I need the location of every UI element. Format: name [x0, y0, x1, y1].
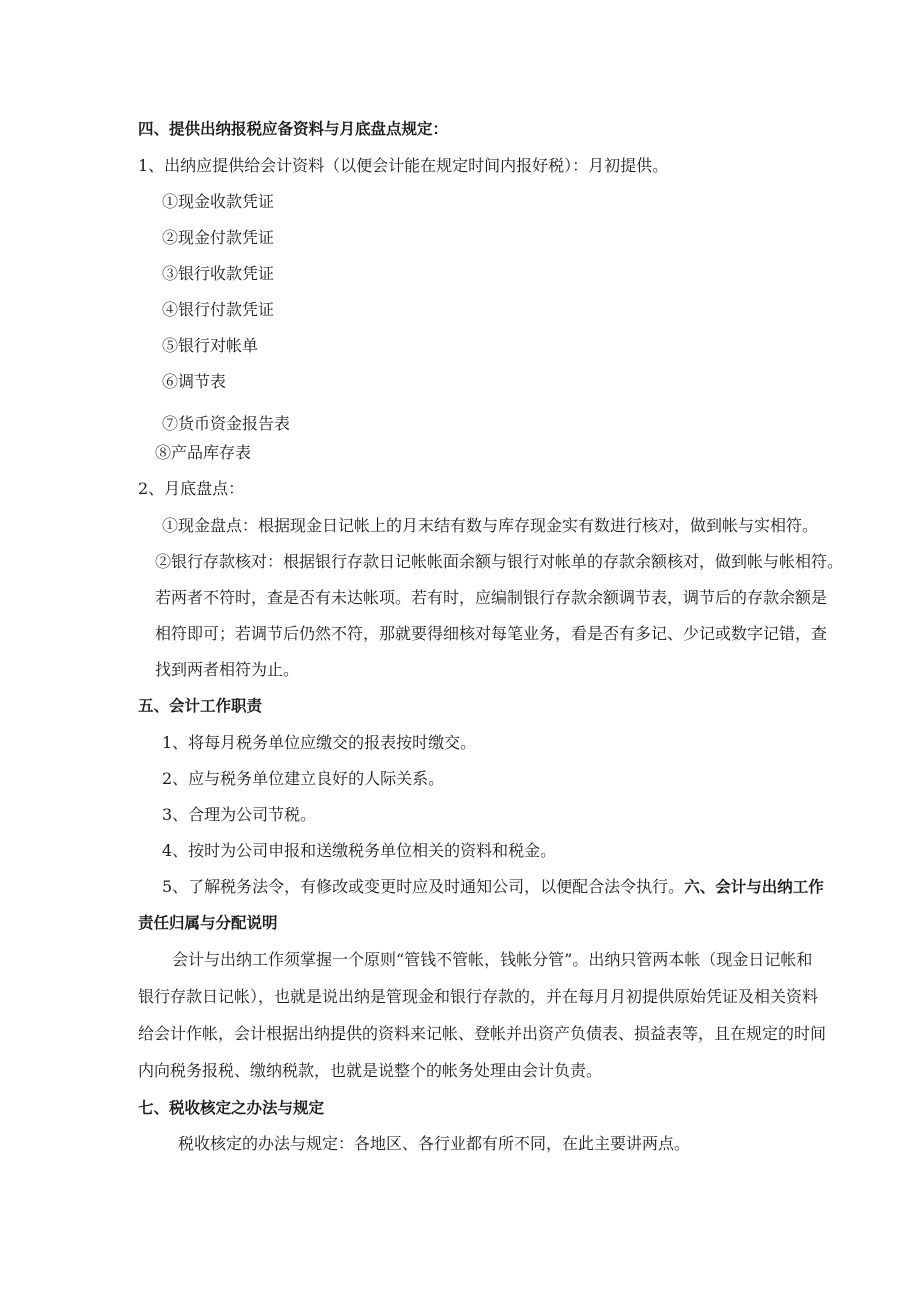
section-6-para-line: 会计与出纳工作须掌握一个原则“管钱不管帐，钱帐分管”。出纳只管两本帐（现金日记帐和 — [172, 950, 813, 969]
section-4-item-1-intro: 1、出纳应提供给会计资料（以便会计能在规定时间内报好税）：月初提供。 — [138, 156, 669, 175]
material-item: ⑧产品库存表 — [155, 443, 252, 462]
bank-check-line: 找到两者相符为止。 — [155, 660, 300, 679]
bank-check-line: 相符即可；若调节后仍然不符，那就要得细核对每笔业务，看是否有多记、少记或数字记错，查 — [155, 624, 828, 643]
section-7-para: 税收核定的办法与规定：各地区、各行业都有所不同，在此主要讲两点。 — [178, 1134, 691, 1153]
material-item: ⑦货币资金报告表 — [162, 414, 291, 433]
cash-check-text: ①现金盘点：根据现金日记帐上的月末结有数与库存现金实有数进行核对，做到帐与实相符。 — [162, 516, 819, 535]
duty-item: 4、按时为公司申报和送缴税务单位相关的资料和税金。 — [162, 841, 557, 860]
material-item: ⑥调节表 — [162, 372, 227, 391]
section-6-para-line: 内向税务报税、缴纳税款，也就是说整个的帐务处理由会计负责。 — [138, 1061, 603, 1080]
material-item: ②现金付款凭证 — [162, 228, 275, 247]
material-item: ⑤银行对帐单 — [162, 336, 259, 355]
section-4-item-2-intro: 2、月底盘点： — [138, 479, 245, 498]
duty-item: 1、将每月税务单位应缴交的报表按时缴交。 — [162, 733, 477, 752]
section-4-heading: 四、提供出纳报税应备资料与月底盘点规定： — [138, 120, 449, 138]
material-item: ④银行付款凭证 — [162, 300, 275, 319]
duty-item-5: 5、了解税务法令，有修改或变更时应及时通知公司，以便配合法令执行。 — [162, 877, 685, 896]
section-6-heading-part-2: 责任归属与分配说明 — [138, 914, 278, 932]
material-item: ③银行收款凭证 — [162, 264, 275, 283]
section-7-heading: 七、税收核定之办法与规定 — [138, 1099, 325, 1117]
bank-check-line: 若两者不符时，查是否有未达帐项。若有时，应编制银行存款余额调节表，调节后的存款余额是 — [155, 588, 828, 607]
material-item: ①现金收款凭证 — [162, 192, 275, 211]
duty-item-with-heading — [162, 876, 824, 898]
section-5-heading: 五、会计工作职责 — [138, 697, 263, 715]
section-6-heading-part-1: 六、会计与出纳工作 — [684, 878, 824, 896]
section-6-para-line: 给会计作帐，会计根据出纳提供的资料来记帐、登帐并出资产负债表、损益表等，且在规定的时间 — [138, 1024, 827, 1043]
duty-item: 3、合理为公司节税。 — [162, 805, 317, 824]
bank-check-line: ②银行存款核对：根据银行存款日记帐帐面余额与银行对帐单的存款余额核对，做到帐与帐相符。 — [155, 552, 844, 571]
section-6-para-line: 银行存款日记帐），也就是说出纳是管现金和银行存款的，并在每月月初提供原始凭证及相关资料 — [138, 987, 819, 1006]
duty-item: 2、应与税务单位建立良好的人际关系。 — [162, 769, 445, 788]
